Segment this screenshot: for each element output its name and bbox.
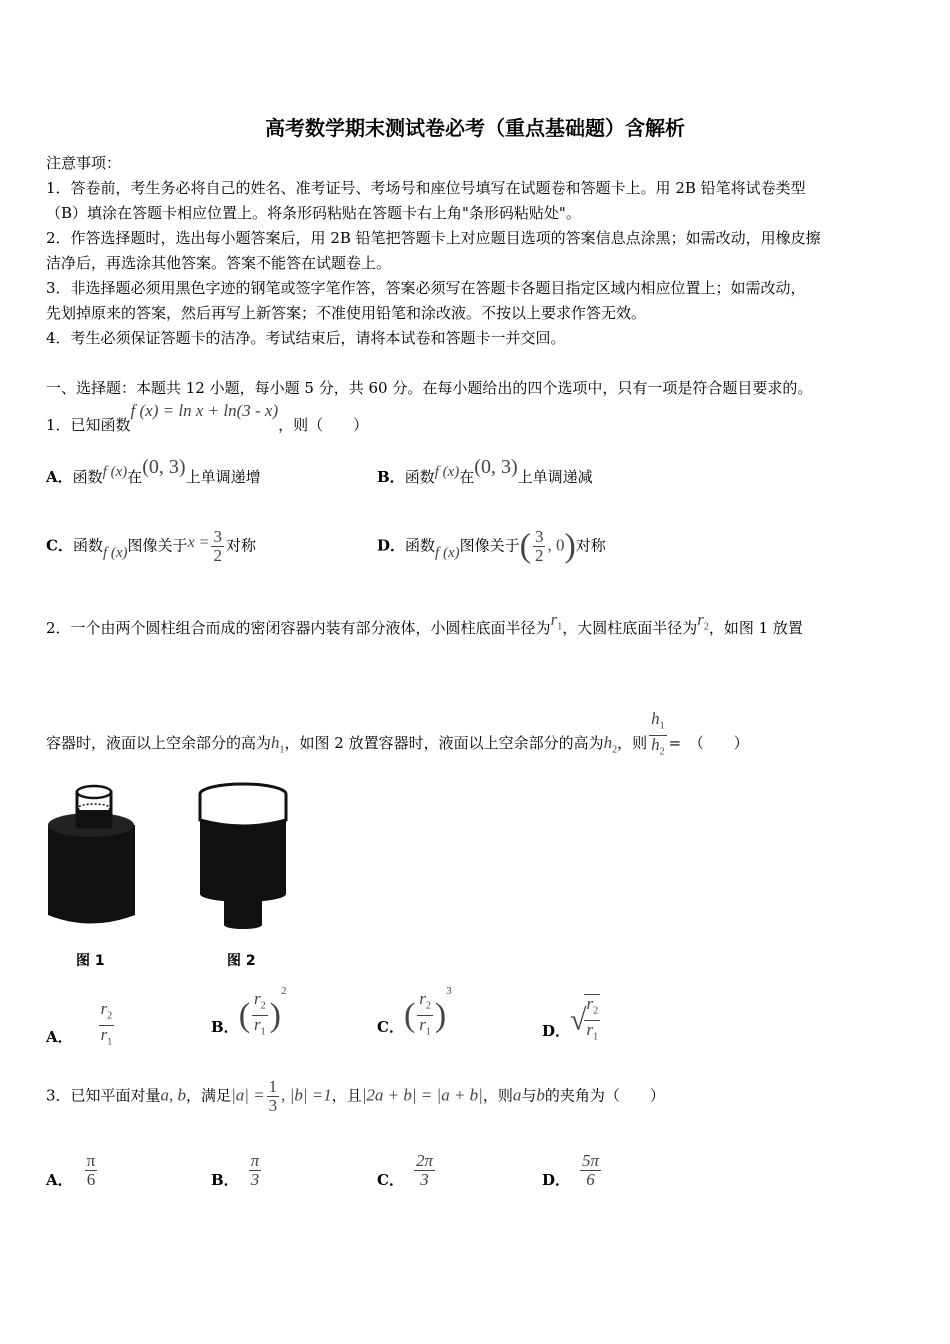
q3-option-b-label: B． <box>211 1170 239 1189</box>
q2-ratio-h1: h <box>651 709 660 728</box>
q2-line2-pre: 容器时，液面以上空余部分的高为 <box>46 733 272 752</box>
q2-option-c[interactable] <box>377 984 452 1042</box>
q2-option-d-fraction <box>584 994 600 1047</box>
q3-and: 与 <box>521 1086 537 1105</box>
page-title: 高考数学期末测试卷必考（重点基础题）含解析 <box>265 116 685 140</box>
q2-h2-sub: 2 <box>612 744 618 756</box>
q3-vec-b: b <box>536 1085 545 1105</box>
q1-option-d-num: 3 <box>534 527 544 546</box>
q2-r2 <box>697 610 709 633</box>
q1-option-c-num: 3 <box>213 527 222 546</box>
q2-b-lparen: ( <box>238 996 251 1034</box>
q2-option-a-den <box>99 1026 115 1051</box>
q2-option-b-fraction <box>252 990 268 1042</box>
q2-option-d-label: D． <box>542 1022 571 1041</box>
q3-option-c[interactable] <box>377 1152 437 1189</box>
q2-d-r1: r <box>586 1020 594 1040</box>
q2-c-exponent: 3 <box>446 984 452 997</box>
q3-option-a-label: A． <box>46 1170 73 1189</box>
q2-option-b[interactable] <box>211 984 287 1042</box>
q1-option-a-mid: 在 <box>127 468 143 486</box>
q3-vec-a: a <box>512 1085 522 1105</box>
q2-option-a-label: A． <box>46 1027 73 1046</box>
q2-r2-letter: r <box>697 610 704 629</box>
q2-ratio-h2-sub: 2 <box>659 746 665 758</box>
q1-option-d-post: 对称 <box>575 536 606 555</box>
q1-formula: f (x) = ln x + ln(3 - x) <box>130 401 279 420</box>
q1-option-c-eq: x = <box>187 533 210 551</box>
q2-a-r1: r <box>100 1025 108 1045</box>
q1-option-b-post: 上单调递减 <box>517 468 593 486</box>
q2-line1-pre: 2．一个由两个圆柱组合而成的密闭容器内装有部分液体，小圆柱底面半径为 <box>46 619 551 637</box>
q1-option-c[interactable] <box>46 528 256 565</box>
q3-option-d-fraction <box>580 1152 601 1189</box>
q2-option-d[interactable] <box>542 994 602 1047</box>
q1-option-d-lparen: ( <box>519 527 531 565</box>
q3-option-d-num: 5π <box>582 1151 600 1170</box>
q3-post: 的夹角为（ ） <box>544 1086 665 1105</box>
figure-2-caption: 图 2 <box>227 953 256 969</box>
notice-line-4: 洁净后，再选涂其他答案。答案不能答在试题卷上。 <box>46 254 392 272</box>
q2-b-r2-sub: 2 <box>260 1000 266 1012</box>
q1-option-d-den: 2 <box>534 546 544 565</box>
container-figure-2 <box>190 780 300 930</box>
q1-option-d-label: D． <box>377 536 406 555</box>
q3-cond1: |a| = <box>231 1085 265 1105</box>
q3-option-c-fraction <box>414 1152 435 1189</box>
sqrt-icon: √ <box>570 1003 587 1037</box>
q2-c-r1-sub: 1 <box>425 1026 431 1038</box>
q3-option-c-label: C． <box>377 1170 404 1189</box>
q3-option-a[interactable] <box>46 1152 99 1189</box>
q3-mid2: ，且 <box>331 1086 362 1105</box>
q2-c-r1: r <box>419 1015 426 1035</box>
q2-option-a-num <box>99 1000 115 1026</box>
q2-r1-sub: 1 <box>557 621 563 633</box>
notice-line-3: 2．作答选择题时，选出每小题答案后，用 2B 铅笔把答题卡上对应题目选项的答案信息点涂黑；如需改动，用橡皮擦 <box>46 229 821 247</box>
q1-option-d-fraction <box>533 528 546 565</box>
q2-line-2 <box>46 709 749 770</box>
q2-a-r2-sub: 2 <box>107 1010 113 1022</box>
notice-line-5: 3．非选择题必须用黑色字迹的钢笔或签字笔作答，答案必须写在答题卡各题目指定区域内相应位置上；如需改动， <box>46 279 806 297</box>
q1-option-d[interactable] <box>377 528 606 565</box>
q1-option-d-rparen: ) <box>564 527 576 565</box>
q3-option-d-den: 6 <box>586 1170 595 1189</box>
q2-a-r1-sub: 1 <box>107 1036 113 1048</box>
q2-line2-post: = （ ） <box>668 733 749 752</box>
q3-option-b-num: π <box>250 1151 260 1170</box>
q3-mid3: ，则 <box>482 1086 513 1105</box>
notice-line-1: 1．答卷前，考生务必将自己的姓名、准考证号、考场号和座位号填写在试题卷和答题卡上。用 2B 铅笔将试卷类型 <box>46 179 806 197</box>
q2-b-r2: r <box>254 989 261 1008</box>
q2-option-c-den <box>417 1016 433 1041</box>
q2-ratio-h1-sub: 1 <box>659 720 665 732</box>
q1-option-b[interactable] <box>377 456 593 488</box>
q2-h1 <box>271 732 285 756</box>
q3-stem <box>46 1078 665 1115</box>
q1-option-c-fraction <box>211 528 224 565</box>
q3-option-a-num: π <box>86 1151 96 1170</box>
q3-pre: 3．已知平面对量 <box>46 1086 161 1105</box>
figure-1-caption: 图 1 <box>76 953 105 969</box>
q2-option-a-fraction <box>99 1000 115 1052</box>
q3-option-a-fraction <box>85 1152 98 1189</box>
q2-d-r2-sub: 2 <box>593 1005 599 1017</box>
q2-option-d-den <box>584 1021 600 1046</box>
q2-line2-mid: ，如图 2 放置容器时，液面以上空余部分的高为 <box>284 733 604 752</box>
notice-heading: 注意事项： <box>46 154 122 172</box>
q1-option-c-mid: 图像关于 <box>127 536 188 555</box>
q2-b-r1-sub: 1 <box>260 1026 266 1038</box>
q2-option-b-den <box>252 1016 268 1041</box>
q3-option-c-num: 2π <box>415 1151 433 1170</box>
q2-h-ratio-den <box>649 736 667 761</box>
q1-option-b-pre: 函数 <box>404 468 435 486</box>
q2-line1-mid: ，大圆柱底面半径为 <box>562 619 698 637</box>
q2-c-rparen: ) <box>434 996 447 1034</box>
q3-option-d-label: D． <box>542 1170 571 1189</box>
q1-option-a[interactable] <box>46 456 261 488</box>
q2-h-ratio-num <box>649 710 667 736</box>
q2-line1-post: ，如图 1 放置 <box>708 619 803 637</box>
q1-option-d-mid: 图像关于 <box>459 536 520 555</box>
q3-cond1-fraction <box>267 1078 280 1115</box>
container-figure-1 <box>40 780 150 930</box>
q3-vectors: a, b <box>160 1085 187 1105</box>
notice-line-6: 先划掉原来的答案，然后再写上新答案；不准使用铅笔和涂改液。不按以上要求作答无效。 <box>46 304 647 322</box>
q1-option-d-fx: f (x) <box>435 544 460 561</box>
q1-option-a-pre: 函数 <box>72 468 103 486</box>
q3-cond1-den: 3 <box>268 1096 278 1115</box>
section-heading: 一、选择题：本题共 12 小题，每小题 5 分，共 60 分。在每小题给出的四个选项中，只有一项是符合题目要求的。 <box>46 379 813 397</box>
q2-option-a[interactable] <box>46 1000 116 1052</box>
q2-option-b-num <box>252 990 268 1016</box>
q2-h1-sub: 1 <box>279 744 285 756</box>
q2-c-r2: r <box>419 989 426 1008</box>
q2-option-c-num <box>417 990 433 1016</box>
q3-option-d[interactable] <box>542 1152 603 1189</box>
q2-c-r2-sub: 2 <box>425 1000 431 1012</box>
q2-d-r2: r <box>586 994 594 1013</box>
q3-cond1-num: 1 <box>268 1077 278 1096</box>
q2-a-r2: r <box>100 999 108 1018</box>
q1-option-a-interval: (0, 3) <box>142 456 186 478</box>
q2-c-lparen: ( <box>403 996 416 1034</box>
q2-h2 <box>603 732 618 756</box>
q1-option-a-fx: f (x) <box>102 464 128 480</box>
q3-option-a-den: 6 <box>86 1170 96 1189</box>
q1-option-a-post: 上单调递增 <box>185 468 261 486</box>
q1-option-c-fx: f (x) <box>102 544 128 561</box>
q2-r2-sub: 2 <box>703 621 709 633</box>
q2-b-r1: r <box>254 1015 261 1035</box>
q2-line2-then: ，则 <box>617 733 648 752</box>
q3-option-b-den: 3 <box>250 1170 260 1189</box>
q1-option-d-tail: , 0 <box>547 535 565 555</box>
q3-cond2: , |b| =1 <box>281 1085 332 1105</box>
q1-option-b-mid: 在 <box>459 468 475 486</box>
q1-option-c-pre: 函数 <box>72 536 103 555</box>
notice-line-7: 4．考生必须保证答题卡的洁净。考试结束后，请将本试卷和答题卡一并交回。 <box>46 329 566 347</box>
q3-mid1: ，满足 <box>186 1086 232 1105</box>
q3-option-b[interactable] <box>211 1152 263 1189</box>
q2-option-b-label: B． <box>211 1017 239 1036</box>
q2-h1-letter: h <box>271 732 280 752</box>
q1-option-a-label: A． <box>46 468 73 486</box>
q1-stem-post: ，则（ ） <box>278 416 369 434</box>
q2-option-c-label: C． <box>377 1017 404 1036</box>
q1-option-b-fx: f (x) <box>434 464 460 480</box>
q1-option-d-pre: 函数 <box>405 536 436 555</box>
q1-option-c-den: 2 <box>213 546 222 565</box>
q2-ratio-h2: h <box>651 735 660 755</box>
q1-option-b-interval: (0, 3) <box>474 456 518 478</box>
q3-option-b-fraction <box>249 1152 262 1189</box>
q2-r1-letter: r <box>550 610 558 629</box>
q1-option-b-label: B． <box>377 468 405 486</box>
q2-line-1 <box>46 610 803 645</box>
q2-b-rparen: ) <box>269 996 281 1034</box>
q1-option-c-label: C． <box>46 536 73 555</box>
q1-stem <box>46 401 369 435</box>
q3-option-c-den: 3 <box>420 1170 429 1189</box>
q2-option-d-num <box>584 995 600 1021</box>
q2-b-exponent: 2 <box>280 984 287 997</box>
q2-r1 <box>550 610 563 633</box>
q1-stem-pre: 1．已知函数 <box>46 416 131 434</box>
q3-cond3: |2a + b| = |a + b| <box>361 1085 483 1105</box>
q1-option-c-post: 对称 <box>225 536 256 555</box>
q2-h-ratio <box>649 710 667 762</box>
q2-d-r1-sub: 1 <box>593 1031 599 1043</box>
q2-h2-letter: h <box>603 732 613 752</box>
q2-option-c-fraction <box>417 990 433 1042</box>
notice-line-2: （B）填涂在答题卡相应位置上。将条形码粘贴在答题卡右上角"条形码粘贴处"。 <box>46 204 581 222</box>
